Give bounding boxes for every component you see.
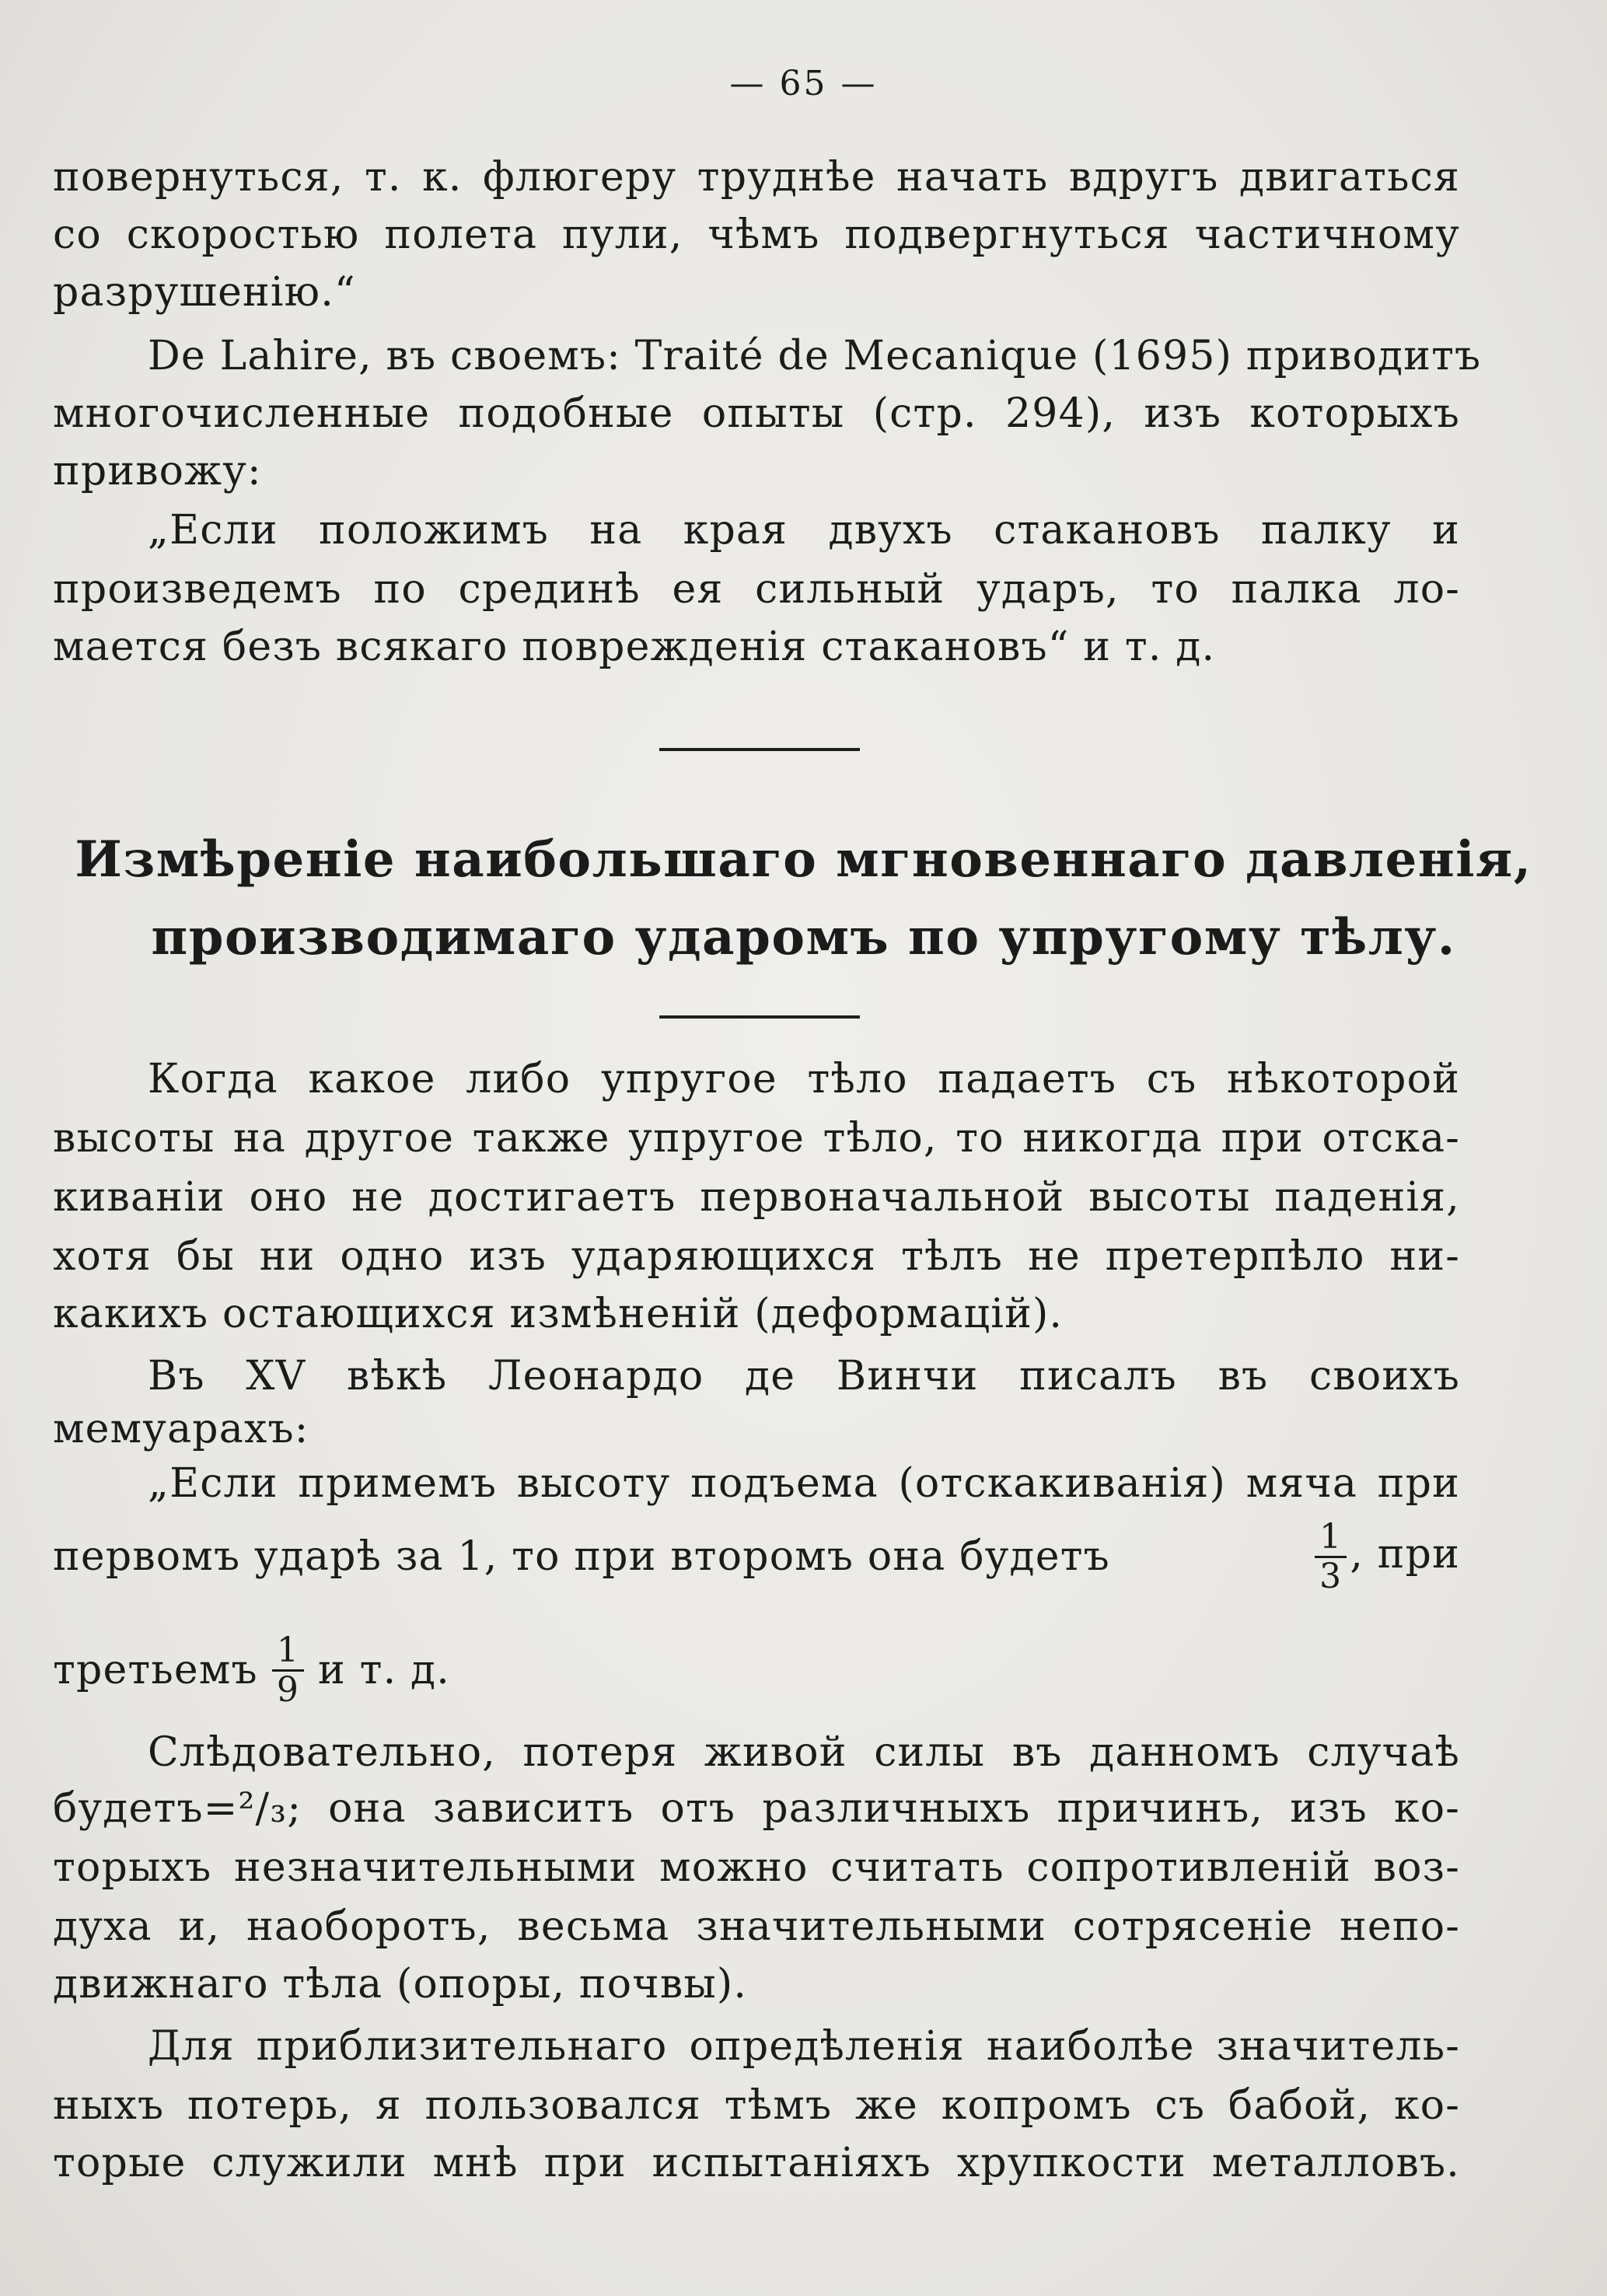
text-line: торые служили мнѣ при испытаніяхъ хрупкости металловъ. [53, 2140, 1460, 2186]
text-line: высоты на другое также упругое тѣло, то никогда при отска- [53, 1115, 1460, 1162]
text-line: „Если положимъ на края двухъ стакановъ палку и [148, 507, 1460, 554]
text-line: разрушенію.“ [53, 269, 356, 316]
text-line: будетъ=²/₃; она зависитъ отъ различныхъ причинъ, изъ ко- [53, 1785, 1460, 1832]
text-line-with-fraction [53, 1518, 1460, 1595]
section-heading-line-2: производимаго ударомъ по упругому тѣлу. [151, 908, 1456, 966]
fraction-numerator: 1 [1315, 1518, 1347, 1558]
text-segment: первомъ ударѣ за 1, то при второмъ она будетъ [53, 1533, 1110, 1580]
fraction-denominator: 3 [1319, 1556, 1343, 1596]
text-segment: третьемъ [53, 1647, 258, 1693]
text-line: привожу: [53, 448, 262, 494]
text-line: торыхъ незначительными можно считать сопротивленій воз- [53, 1844, 1460, 1891]
text-segment: , при [1350, 1530, 1460, 1578]
text-line: повернуться, т. к. флюгеру труднѣе начать вдругъ двигаться [53, 154, 1460, 201]
text-line: многочисленные подобные опыты (стр. 294), изъ которыхъ [53, 390, 1460, 437]
text-line: De Lahire, въ своемъ: Traité de Mecanique (1695) приводитъ [148, 333, 1482, 379]
fraction-one-ninth [272, 1632, 304, 1709]
fraction-one-third [1315, 1518, 1347, 1595]
text-line-with-fraction [53, 1631, 450, 1709]
text-line: Для приблизительнаго опредѣленія наиболѣе значитель- [148, 2023, 1460, 2070]
page-number: — 65 — [729, 64, 878, 103]
section-rule-top [659, 748, 860, 751]
text-line: Въ XV вѣкѣ Леонардо де Винчи писалъ въ своихъ [148, 1353, 1460, 1400]
text-line: мается безъ всякаго поврежденія стакановъ“ и т. д. [53, 624, 1216, 670]
text-line: „Если примемъ высоту подъема (отскакиванія) мяча при [148, 1460, 1460, 1507]
text-line: Когда какое либо упругое тѣло падаетъ съ нѣкоторой [148, 1056, 1460, 1103]
text-line: ныхъ потерь, я пользовался тѣмъ же копромъ съ бабой, ко- [53, 2082, 1460, 2129]
text-line: хотя бы ни одно изъ ударяющихся тѣлъ не претерпѣло ни- [53, 1233, 1460, 1280]
fraction-denominator: 9 [276, 1669, 300, 1710]
text-line: какихъ остающихся измѣненій (деформацій). [53, 1291, 1064, 1337]
text-segment: и т. д. [318, 1647, 450, 1693]
text-line: Слѣдовательно, потеря живой силы въ данномъ случаѣ [148, 1729, 1460, 1776]
section-heading-line-1: Измѣреніе наибольшаго мгновеннаго давленія, [75, 830, 1532, 889]
text-line: киваніи оно не достигаетъ первоначальной высоты паденія, [53, 1174, 1460, 1221]
fraction-numerator: 1 [272, 1632, 304, 1672]
section-rule-bottom [659, 1015, 860, 1019]
text-line: со скоростью полета пули, чѣмъ подвергнуться частичному [53, 211, 1460, 258]
text-line: мемуарахъ: [53, 1406, 309, 1452]
text-line: движнаго тѣла (опоры, почвы). [53, 1961, 748, 2008]
text-line: произведемъ по срединѣ ея сильный ударъ, то палка ло- [53, 566, 1460, 613]
text-line: духа и, наоборотъ, весьма значительными сотрясеніе непо- [53, 1903, 1460, 1950]
